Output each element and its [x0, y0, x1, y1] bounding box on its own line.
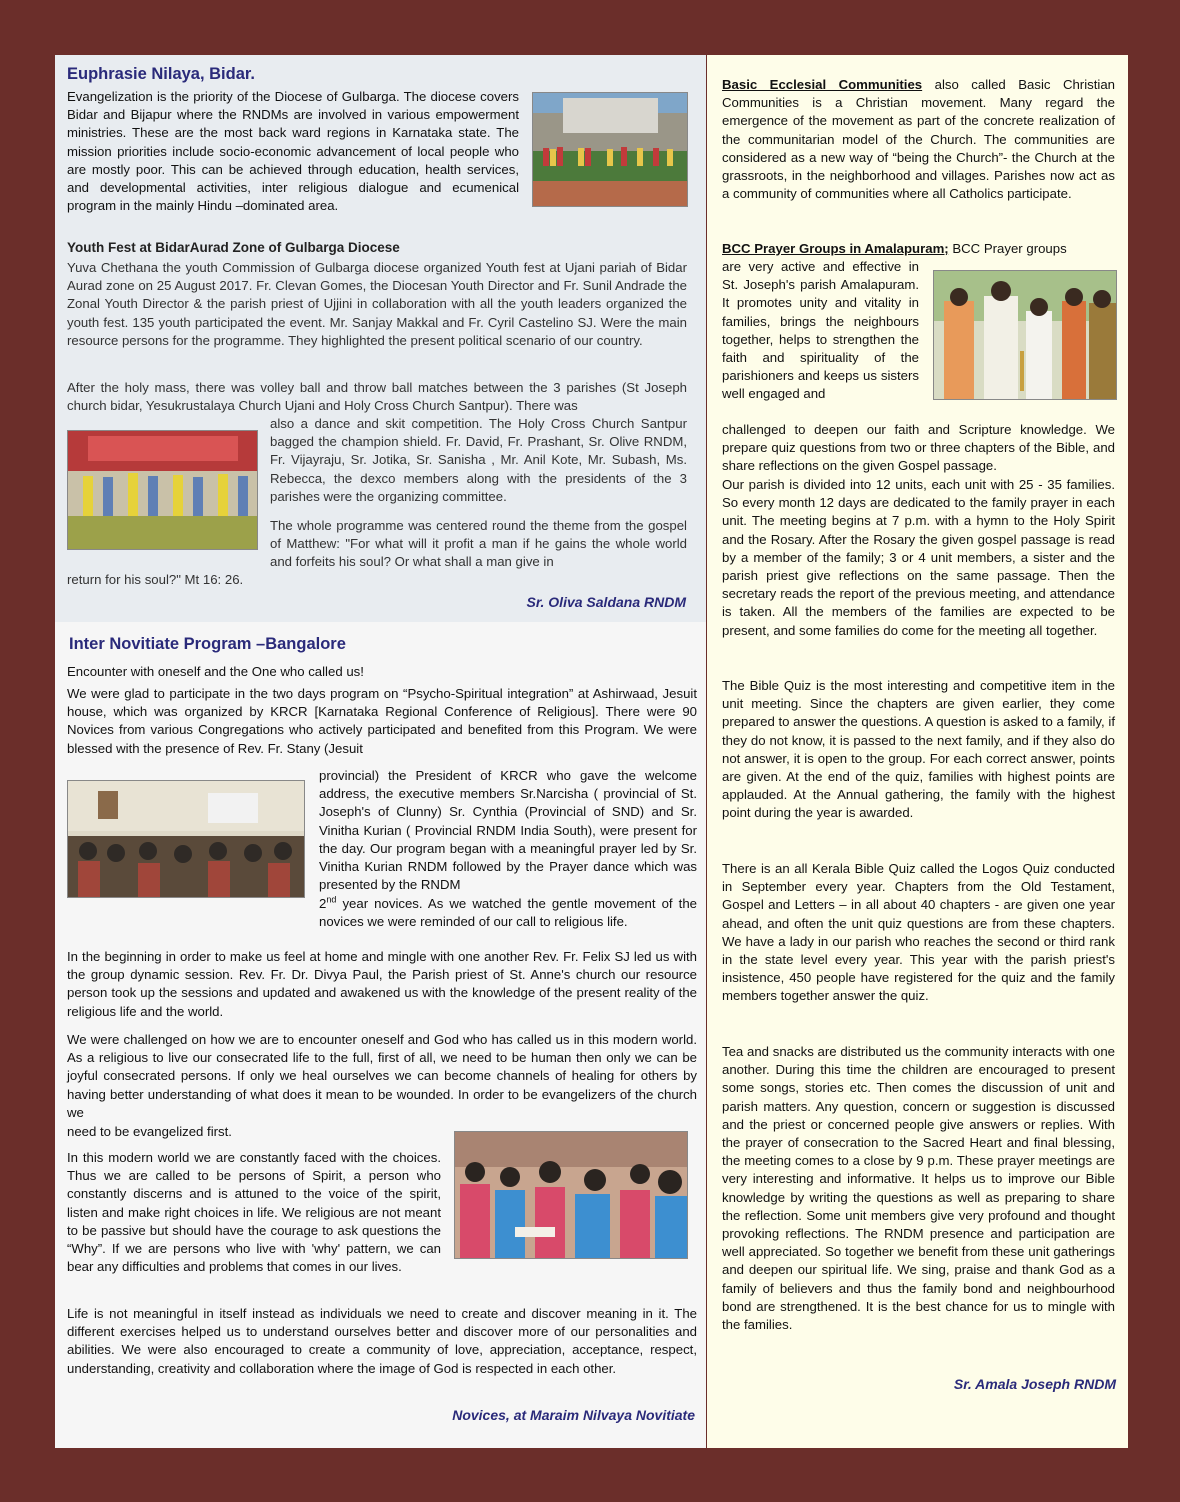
paragraph-2: In the beginning in order to make us feel at home and mingle with one another Rev. Fr. Felix SJ led us with the group dynamic session. Rev. Fr. Dr. Divya Paul, the Parish priest of St. Anne's church our resource person took up the sessions and updated and awakened us with the knowledge of the present reality of the religious life and the world. [67, 949, 697, 1019]
youth-fest-heading: Youth Fest at BidarAurad Zone of Gulbarga Diocese [67, 240, 400, 255]
bcc-intro: Basic Ecclesial Communities also called Basic Christian Communities is a Christian movement. Many regard the emergence of the movement as part of the concrete realization of the communitarian model of the Church. The communities are considered as a new way of “being the Church”- the Church at the grassroots, in the neighborhood and villages. Parishes now act as a community of communities where all Catholics participate. [722, 77, 1115, 202]
photo-youth-fest [67, 430, 258, 550]
prayer-groups-continued: challenged to deepen our faith and Scripture knowledge. We prepare quiz questions from two or three chapters of the Bible, and share reflections on the given Gospel passage. [722, 422, 1115, 474]
theme-paragraph-end: return for his soul?" Mt 16: 26. [67, 572, 244, 587]
paragraph-1-side-end: 2nd year novices. As we watched the gentle movement of the novices we were reminded of our call to religious life. [319, 894, 697, 930]
youth-fest-paragraph: Yuva Chethana the youth Commission of Gulbarga diocese organized Youth fest at Ujani pariah of Bidar Aurad zone on 25 August 2017. Fr. Clevan Gomes, the Diocesan Youth Director and Fr. Sunil Andrade the Zonal Youth Director & the parish priest of Ujjini in collaboration with all the youth leaders organized the youth fest. 135 youth participated the event. Mr. Sanjay Makkal and Fr. Cyril Castelino SJ. Were the main resource persons for the programme. They highlighted the present political scenario of our country. [67, 260, 687, 348]
tagline: Encounter with oneself and the One who called us! [67, 664, 364, 679]
photo-lamp-lighting [933, 270, 1117, 400]
photo-youth-gathering [532, 92, 688, 207]
paragraph-5: Life is not meaningful in itself instead as individuals we need to create and discover meaning in it. The different exercises helped us to understand ourselves better and discover more of our personalities and abilities. We were also encouraged to create a community of love, appreciation, acceptance, respect, understanding, creativity and collaboration where the image of God is respected in each other. [67, 1306, 697, 1376]
logos-quiz-paragraph: There is an all Kerala Bible Quiz called the Logos Quiz conducted in September every year. Chapters from the Old Testament, Gospel and Letters – in all about 40 chapters - are given one year ahead, and often the unit quiz questions are from these chapters. We have a lady in our parish who reaches the second or third rank in the state level every year. This year with the parish priest's insistence, 450 people have registered for the quiz and the family members together answer the quiz. [722, 861, 1115, 1004]
bcc-section [707, 55, 1128, 1448]
theme-paragraph: The whole programme was centered round the theme from the gospel of Matthew: "For what will it profit a man if he gains the whole world and forfeits his soul? Or what shall a man give in [270, 518, 687, 570]
signature: Sr. Amala Joseph RNDM [953, 1376, 1116, 1392]
euphrasie-section [55, 55, 706, 622]
paragraph-4: In this modern world we are constantly faced with the choices. Thus we are called to be persons of Spirit, a person who constantly discerns and is attuned to the voice of the spirit, listen and make right choices in life. We religious are not meant to be passive but should have the courage to ask questions the “Why”. If we are persons who live with 'why' pattern, we can bear any difficulties and problems that comes in our lives. [67, 1150, 441, 1275]
prayer-groups-side: are very active and effective in St. Joseph's parish Amalapuram. It promotes unity and vitality in families, brings the neighbours together, helps to strengthen the faith and spirituality of the parishioners and keeps us sisters well engaged and [722, 259, 919, 402]
section-title: Inter Novitiate Program –Bangalore [69, 635, 346, 653]
prayer-groups-heading: BCC Prayer Groups in Amalapuram; [722, 241, 949, 256]
tea-snacks-paragraph: Tea and snacks are distributed us the community interacts with one another. During this time the children are encouraged to present some songs, stories etc. Then comes the discussion of unit and parish matters. Any question, concern or suggestion is discussed and the priest or concerned people give answers or replies. With the prayer of consecration to the Sacred Heart and final blessing, the meeting comes to a close by 9 p.m. These prayer meetings are very interesting and informative. It helps us to improve our Bible knowledge by writing the questions as well as preparing to share the reflection. Some unit members give very profound and thought provoking reflections. The RNDM presence and participation are well appreciated. So together we benefit from these unit gatherings and deepen our spiritual life. We sing, praise and thank God as a family of believers and thus the family bond and neighbourhood bond are strengthened. It is the best chance for us to mingle with the families. [722, 1044, 1115, 1333]
bible-quiz-paragraph: The Bible Quiz is the most interesting and competitive item in the unit meeting. Since the chapters are given earlier, they come prepared to answer the questions. A question is asked to a family, if they do not know, it is passed to the next family, and if they also do not answer, it is open to the group. For each correct answer, points are given. At the end of the quiz, families with highest points are applauded. At the Annual gathering, the family with the highest point during the year is awarded. [722, 678, 1115, 821]
inter-novitiate-section [55, 622, 706, 1448]
prayer-groups-intro: BCC Prayer Groups in Amalapuram; BCC Prayer groups [722, 241, 1067, 256]
photo-program-hall [67, 780, 305, 898]
paragraph-3: We were challenged on how we are to encounter oneself and God who has called us in this modern world. As a religious to live our consecrated life to the full, first of all, we need to be human then only we can be joyful consecrated persons. If only we heal ourselves we can become channels of healing for others by having better understanding of what does it mean to be wounded. In order to be evangelizers of the church we [67, 1032, 697, 1120]
signature: Sr. Oliva Saldana RNDM [526, 594, 686, 610]
euphrasie-intro: Evangelization is the priority of the Diocese of Gulbarga. The diocese covers Bidar and Bijapur where the RNDMs are involved in various empowerment ministries. These are the most back ward regions in Karnataka state. The mission priorities include socio-economic advancement of local people who are mostly poor. This can be achieved through education, health services, and developmental activities, inter religious dialogue and ecumenical program in the mainly Hindu –dominated area. [67, 89, 519, 214]
photo-novices-session [454, 1131, 688, 1259]
holy-mass-paragraph: After the holy mass, there was volley ball and throw ball matches between the 3 parishes (St Joseph church bidar, Yesukrustalaya Church Ujani and Holy Cross Church Santpur). There was [67, 380, 687, 414]
signature: Novices, at Maraim Nilvaya Novitiate [452, 1407, 695, 1423]
section-title: Euphrasie Nilaya, Bidar. [67, 65, 255, 83]
paragraph-3-end: need to be evangelized first. [67, 1124, 232, 1139]
parish-units-paragraph: Our parish is divided into 12 units, each unit with 25 - 35 families. So every month 12 days are dedicated to the family prayer in each unit. The meeting begins at 7 p.m. with a hymn to the Holy Spirit and the Rosary. After the Rosary the given gospel passage is read by a member of the family; 3 or 4 unit members, a sister and the parish priest give reflections on the same passage. Then the secretary reads the report of the previous meeting, and attendance is taken. All the members of the families are expected to be present, and some families do come for the meeting all together. [722, 477, 1115, 638]
bcc-heading: Basic Ecclesial Communities [722, 77, 923, 92]
holy-mass-side: also a dance and skit competition. The Holy Cross Church Santpur bagged the champion shield. Fr. David, Fr. Prashant, Sr. Olive RNDM, Fr. Vijayraju, Sr. Jotika, Sr. Sanisha , Mr. Anil Kote, Mr. Subash, Ms. Rebecca, the dexco members along with the presidents of the 3 parishes were the organizing committee. [270, 416, 687, 504]
paragraph-1-side: provincial) the President of KRCR who gave the welcome address, the executive members Sr.Narcisha ( provincial of St. Joseph's of Clunny) Sr. Cynthia (Provincial of SND) and Sr. Vinitha Kurian ( Provincial RNDM India South), were present for the day. Our program began with a meaningful prayer led by Sr. Vinitha Kurian RNDM followed by the Prayer dance which was presented by the RNDM [319, 768, 697, 893]
paragraph-1: We were glad to participate in the two days program on “Psycho-Spiritual integration” at Ashirwaad, Jesuit house, which was organized by KRCR [Karnataka Regional Conference of Religious]. There were 90 Novices from various Congregations who actively participated and benefited from this Program. We were blessed with the presence of Rev. Fr. Stany (Jesuit [67, 686, 697, 756]
